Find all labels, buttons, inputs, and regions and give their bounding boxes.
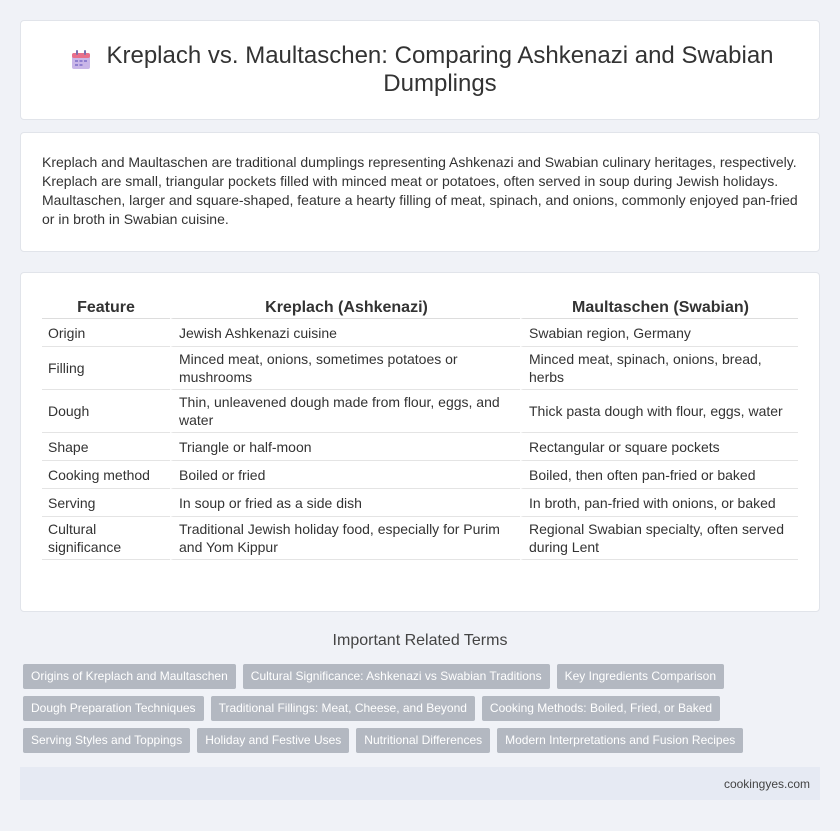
related-terms-title: Important Related Terms (332, 632, 508, 649)
cell-kreplach: Jewish Ashkenazi cuisine (170, 319, 520, 347)
cell-feature: Filling (42, 347, 170, 390)
related-term-tag[interactable]: Cultural Significance: Ashkenazi vs Swabian Traditions (243, 664, 550, 689)
table-row (42, 517, 798, 560)
intro-card (20, 132, 820, 252)
cell-kreplach: Thin, unleavened dough made from flour, eggs, and water (170, 390, 520, 433)
header-kreplach: Kreplach (Ashkenazi) (170, 295, 520, 319)
related-terms-list (23, 664, 823, 760)
cell-feature: Origin (42, 319, 170, 347)
cell-kreplach: Traditional Jewish holiday food, especially for Purim and Yom Kippur (170, 517, 520, 560)
related-term-tag[interactable]: Traditional Fillings: Meat, Cheese, and Beyond (211, 696, 475, 721)
cell-maultaschen: Swabian region, Germany (520, 319, 798, 347)
table-row (42, 347, 798, 390)
cell-maultaschen: Regional Swabian specialty, often served during Lent (520, 517, 798, 560)
related-term-tag[interactable]: Nutritional Differences (356, 728, 490, 753)
table-row (42, 319, 798, 347)
cell-feature: Cultural significance (42, 517, 170, 560)
cell-kreplach: In soup or fried as a side dish (170, 489, 520, 517)
cell-maultaschen: Minced meat, spinach, onions, bread, herbs (520, 347, 798, 390)
cell-kreplach: Triangle or half-moon (170, 433, 520, 461)
page-title: Kreplach vs. Maultaschen: Comparing Ashkenazi and Swabian Dumplings (106, 42, 774, 97)
related-term-tag[interactable]: Holiday and Festive Uses (197, 728, 349, 753)
related-term-tag[interactable]: Key Ingredients Comparison (557, 664, 724, 689)
footer-site-link[interactable]: cookingyes.com (723, 777, 810, 791)
comparison-table-card (20, 272, 820, 612)
table-header-row (42, 295, 798, 319)
related-term-tag[interactable]: Modern Interpretations and Fusion Recipes (497, 728, 743, 753)
table-row (42, 433, 798, 461)
intro-paragraph: Kreplach and Maultaschen are traditional dumplings representing Ashkenazi and Swabian culinary heritages, respectively. Kreplach are small, triangular pockets filled with minced meat or potatoes, often served in soup during Jewish holidays. Maultaschen, larger and square-shaped, feature a hearty filling of meat, spinach, and onions, commonly enjoyed pan-fried or in broth in Swabian cuisine. (42, 154, 798, 227)
cell-feature: Shape (42, 433, 170, 461)
table-row (42, 390, 798, 433)
cell-feature: Serving (42, 489, 170, 517)
related-term-tag[interactable]: Cooking Methods: Boiled, Fried, or Baked (482, 696, 720, 721)
header-feature: Feature (42, 295, 170, 319)
cell-kreplach: Minced meat, onions, sometimes potatoes or mushrooms (170, 347, 520, 390)
cell-maultaschen: Thick pasta dough with flour, eggs, water (520, 390, 798, 433)
cell-maultaschen: Rectangular or square pockets (520, 433, 798, 461)
header-card (20, 20, 820, 120)
comparison-table (42, 295, 798, 560)
footer (20, 767, 820, 800)
related-term-tag[interactable]: Serving Styles and Toppings (23, 728, 190, 753)
table-row (42, 489, 798, 517)
related-term-tag[interactable]: Origins of Kreplach and Maultaschen (23, 664, 236, 689)
cell-feature: Cooking method (42, 461, 170, 489)
cell-maultaschen: In broth, pan-fried with onions, or baked (520, 489, 798, 517)
related-term-tag[interactable]: Dough Preparation Techniques (23, 696, 204, 721)
cell-maultaschen: Boiled, then often pan-fried or baked (520, 461, 798, 489)
header-maultaschen: Maultaschen (Swabian) (520, 295, 798, 319)
cell-kreplach: Boiled or fried (170, 461, 520, 489)
cell-feature: Dough (42, 390, 170, 433)
table-row (42, 461, 798, 489)
